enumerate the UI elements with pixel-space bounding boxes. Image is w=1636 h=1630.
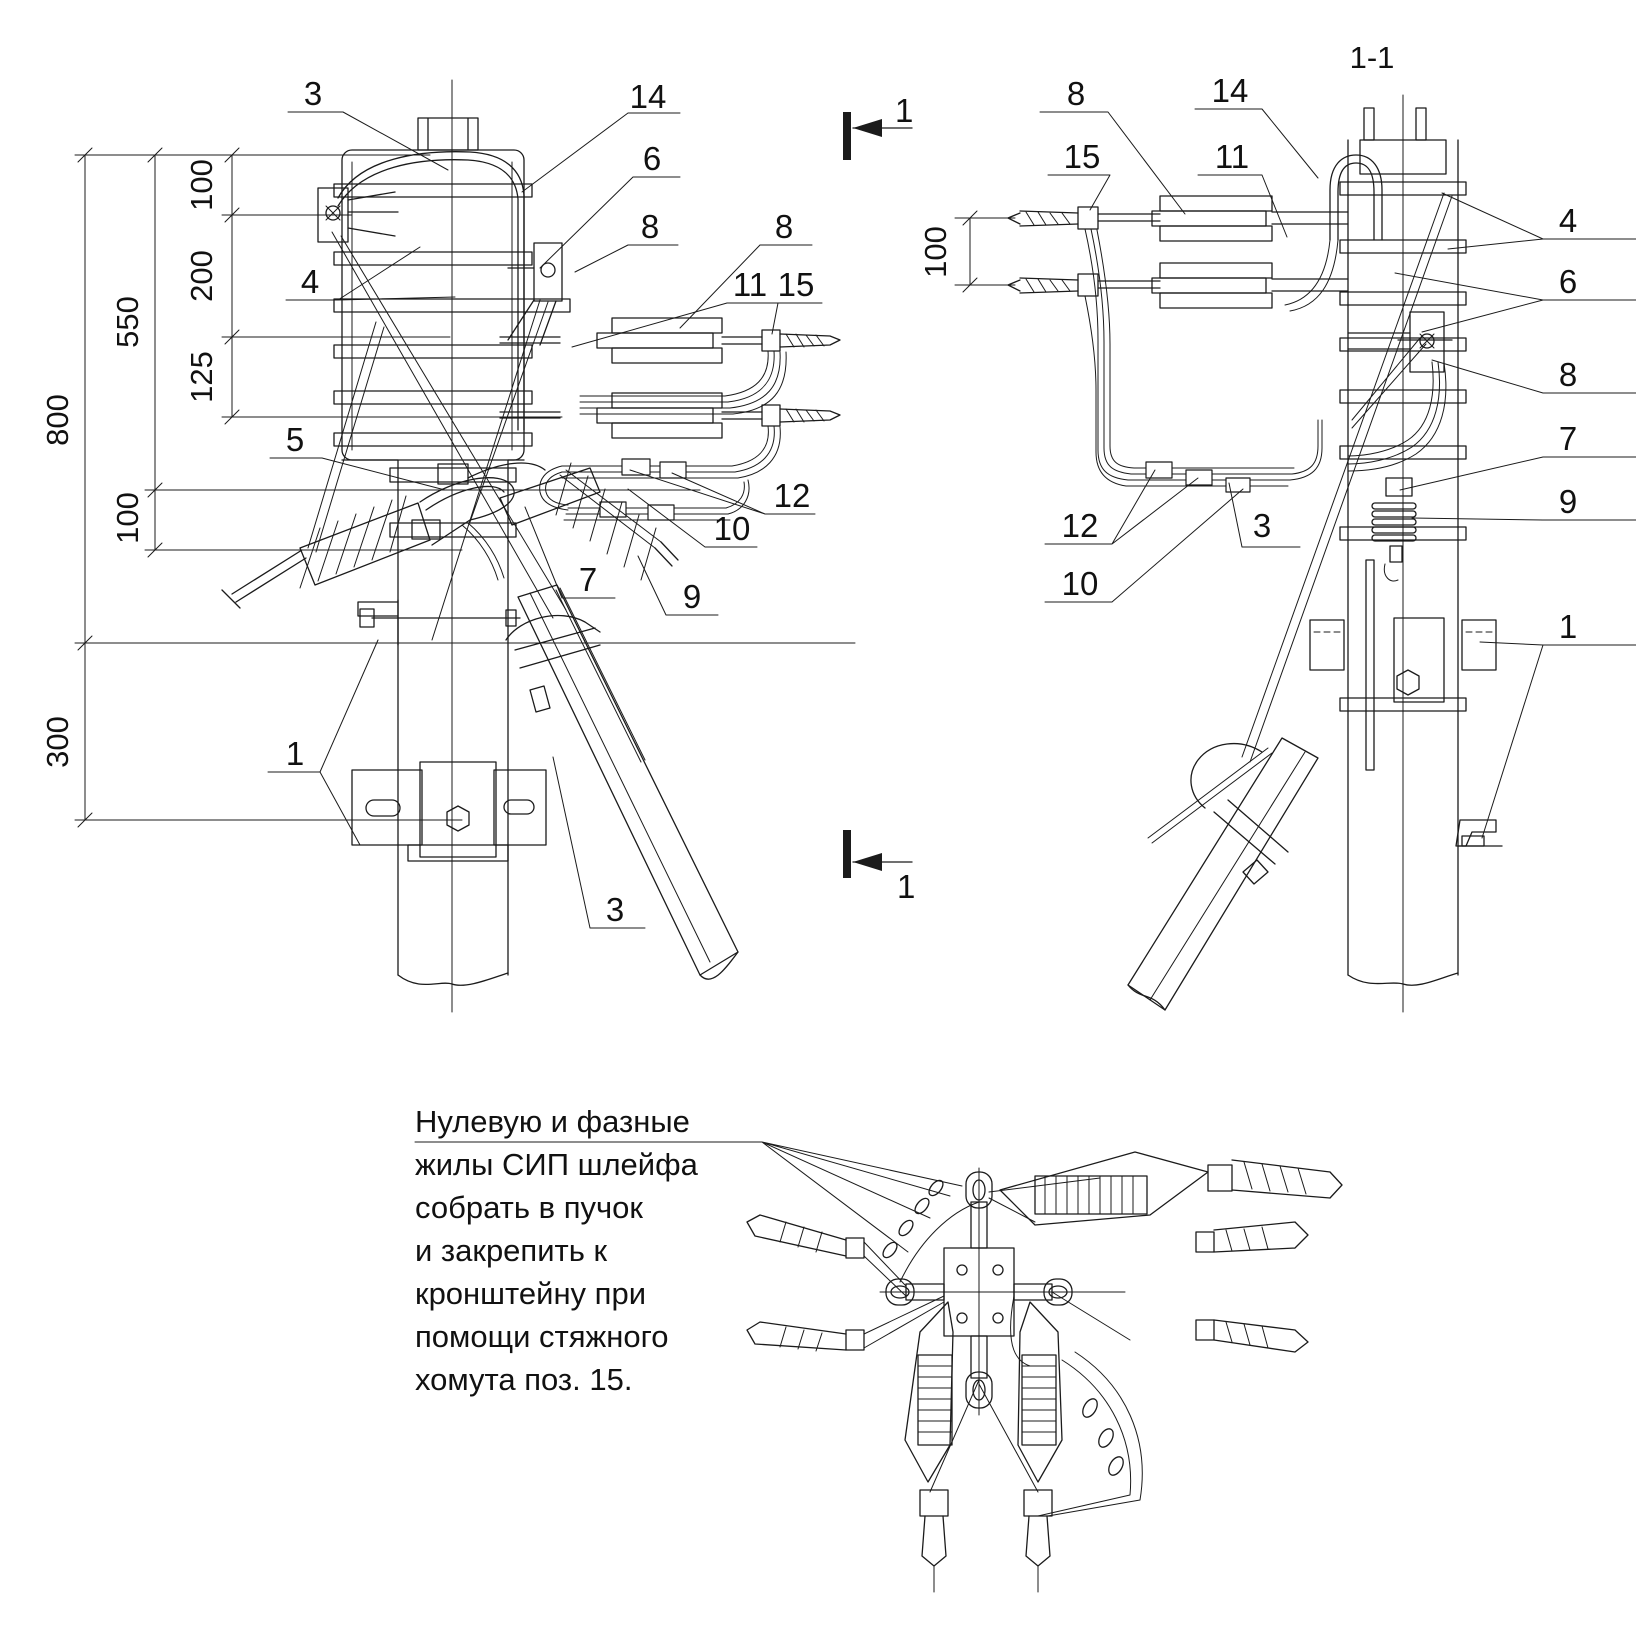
callout-6: 6 [642,140,662,177]
note-line: жилы СИП шлейфа [415,1147,698,1182]
callout-7: 7 [578,561,598,598]
callout-8a: 8 [640,208,660,245]
note-line: кронштейну при [415,1276,647,1311]
callout-4: 4 [300,263,320,300]
dim-300: 300 [40,716,75,768]
callout-14: 14 [629,78,667,115]
r-callout-6: 6 [1558,263,1578,300]
note-line: Нулевую и фазные [415,1104,690,1139]
dim-800: 800 [40,394,75,446]
r-callout-8-top: 8 [1066,75,1086,112]
callout-8b: 8 [774,208,794,245]
callout-5: 5 [285,421,305,458]
r-callout-8: 8 [1558,356,1578,393]
dim-200: 200 [184,250,219,302]
r-callout-9: 9 [1558,483,1578,520]
r-callout-14: 14 [1211,72,1249,109]
callout-9: 9 [682,578,702,615]
r-callout-1: 1 [1558,608,1578,645]
r-callout-11: 11 [1214,138,1250,175]
r-callout-3: 3 [1252,507,1272,544]
r-dim-100: 100 [918,226,953,278]
note-line: помощи стяжного [415,1319,669,1354]
dim-100-mid: 100 [110,492,145,544]
note-line: собрать в пучок [415,1190,643,1225]
note-line: и закрепить к [415,1233,608,1268]
section-mark-top-label: 1 [895,92,914,129]
r-callout-4: 4 [1558,202,1578,239]
callout-15: 15 [777,266,815,303]
section-mark-bottom-label: 1 [897,868,916,905]
callout-12: 12 [773,477,811,514]
dim-100-top: 100 [184,159,219,211]
r-callout-7: 7 [1558,420,1578,457]
callout-3-bottom: 3 [605,891,625,928]
callout-3-top: 3 [303,75,323,112]
dim-125: 125 [184,351,219,403]
callout-1-left: 1 [285,735,305,772]
callout-11: 11 [732,266,768,303]
dim-550: 550 [110,296,145,348]
section-view-title: 1-1 [1349,40,1395,75]
r-callout-15: 15 [1063,138,1101,175]
r-callout-12: 12 [1061,507,1099,544]
note-line: хомута поз. 15. [415,1362,633,1397]
callout-10: 10 [713,510,751,547]
r-callout-10: 10 [1061,565,1099,602]
